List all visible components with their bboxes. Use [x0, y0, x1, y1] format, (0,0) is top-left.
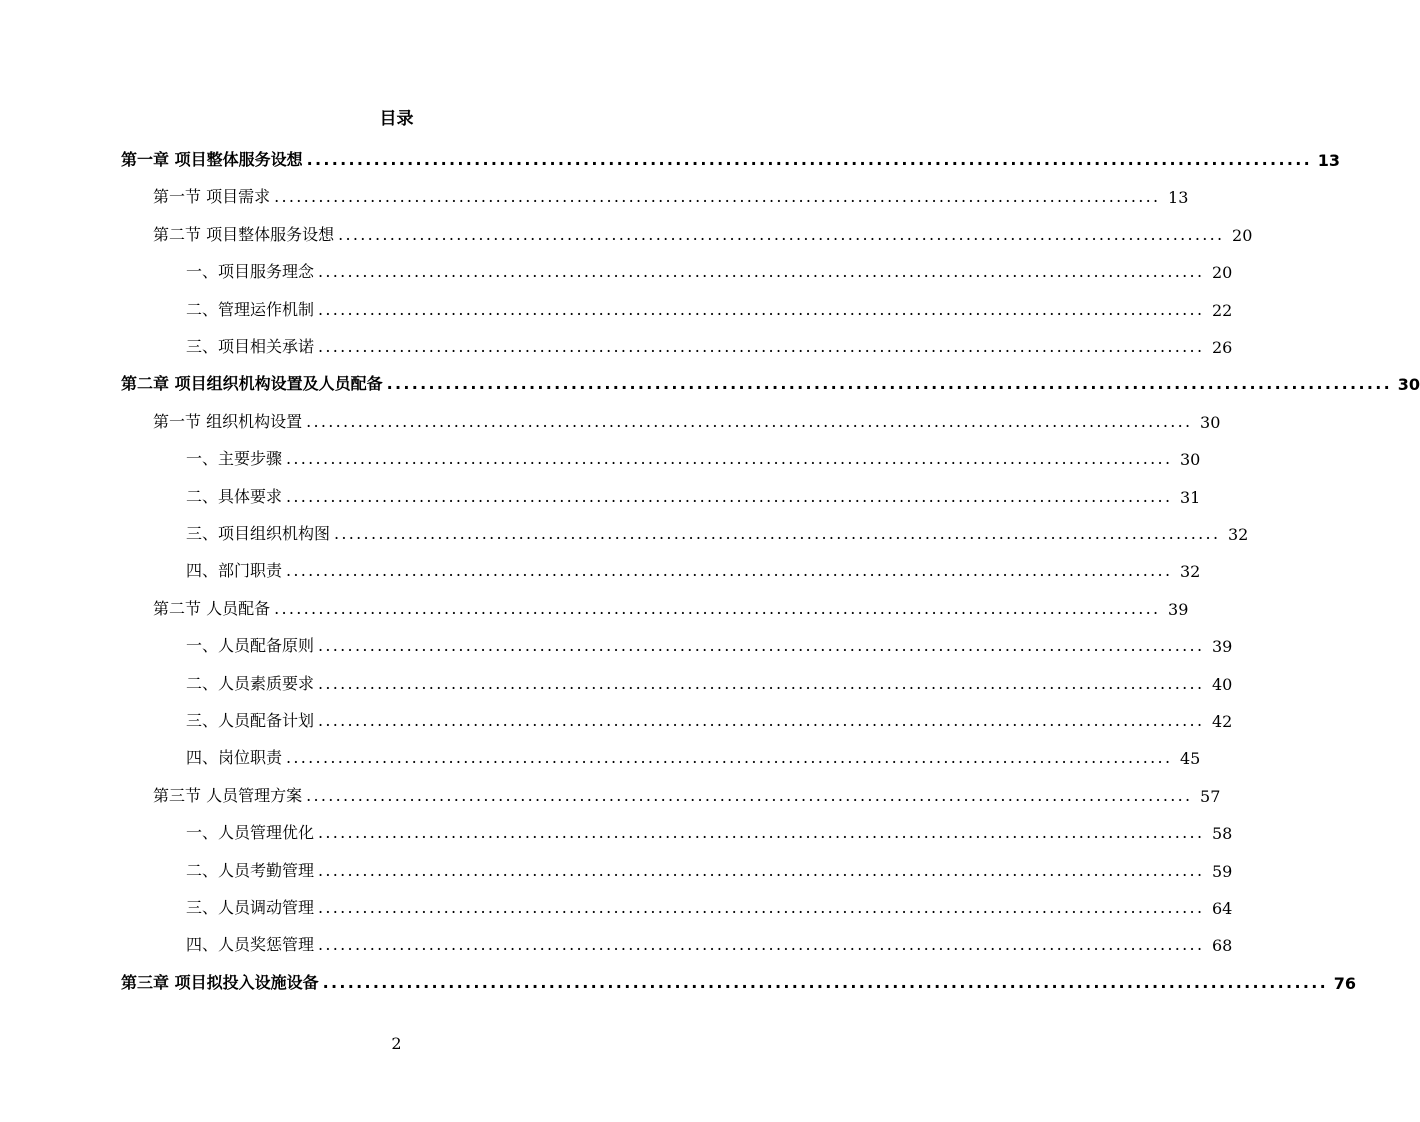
toc-entry-label: 第二节 项目整体服务设想: [153, 224, 335, 244]
toc-leader-dots: ........................................................................................................................: [318, 823, 1205, 843]
toc-section-entry[interactable]: [0, 181, 1189, 208]
toc-leader-dots: ........................................................................................................................: [334, 524, 1221, 543]
toc-leader-dots: ........................................................................................................................: [286, 748, 1173, 768]
toc-section-entry[interactable]: [0, 406, 1221, 432]
toc-subsection-entry[interactable]: [0, 929, 1233, 956]
toc-leader-dots: ........................................................................................................................: [306, 150, 1312, 169]
toc-leader-dots: ........................................................................................................................: [318, 636, 1205, 656]
toc-leader-dots: ........................................................................................................................: [318, 935, 1205, 955]
toc-entry-label: 一、项目服务理念: [186, 262, 315, 282]
toc-leader-dots: ........................................................................................................................: [318, 673, 1205, 693]
toc-entry-page: 42: [1211, 712, 1233, 731]
toc-leader-dots: ........................................................................................................................: [286, 486, 1173, 506]
toc-entry-label: 三、项目相关承诺: [186, 337, 315, 356]
toc-entry-page: 13: [1168, 188, 1189, 208]
toc-entry-page: 20: [1211, 263, 1233, 283]
toc-entry-label: 一、主要步骤: [186, 449, 283, 469]
toc-entry-page: 22: [1211, 300, 1233, 320]
toc-entry-label: 第二章 项目组织机构设置及人员配备: [121, 374, 383, 394]
toc-entry-label: 第一节 组织机构设置: [153, 411, 303, 431]
toc-leader-dots: ........................................................................................................................: [318, 898, 1205, 917]
toc-section-entry[interactable]: [0, 219, 1253, 245]
toc-leader-dots: ........................................................................................................................: [322, 972, 1328, 992]
toc-entry-page: 30: [1200, 412, 1221, 432]
toc-title: 目录: [379, 109, 414, 129]
toc-entry-label: 第一章 项目整体服务设想: [121, 150, 303, 169]
toc-subsection-entry[interactable]: [0, 668, 1233, 694]
toc-subsection-entry[interactable]: [0, 518, 1249, 544]
toc-entry-page: 30: [1397, 375, 1420, 395]
toc-entry-page: 45: [1179, 749, 1201, 769]
toc-entry-label: 四、人员奖惩管理: [186, 935, 315, 955]
toc-section-entry[interactable]: [0, 593, 1189, 619]
toc-subsection-entry[interactable]: [0, 294, 1233, 320]
toc-subsection-entry[interactable]: [0, 256, 1233, 283]
toc-subsection-entry[interactable]: [0, 481, 1201, 507]
toc-entry-label: 一、人员配备原则: [186, 636, 315, 656]
toc-leader-dots: ........................................................................................................................: [306, 785, 1193, 805]
toc-entry-page: 32: [1179, 562, 1201, 582]
toc-entry-page: 20: [1232, 225, 1253, 245]
toc-entry-label: 三、项目组织机构图: [186, 524, 331, 543]
toc-entry-page: 76: [1333, 973, 1356, 993]
toc-entry-page: 32: [1227, 525, 1249, 544]
toc-chapter-entry[interactable]: [0, 368, 1420, 395]
toc-entry-label: 三、人员配备计划: [186, 711, 315, 730]
toc-leader-dots: ........................................................................................................................: [286, 561, 1173, 581]
toc-leader-dots: ........................................................................................................................: [318, 337, 1205, 356]
toc-chapter-entry[interactable]: [0, 144, 1340, 170]
toc-leader-dots: ........................................................................................................................: [318, 711, 1205, 730]
toc-entry-page: 57: [1200, 786, 1221, 806]
toc-subsection-entry[interactable]: [0, 555, 1201, 582]
toc-leader-dots: ........................................................................................................................: [286, 449, 1173, 469]
toc-entry-label: 第二节 人员配备: [153, 598, 271, 618]
toc-subsection-entry[interactable]: [0, 331, 1233, 357]
toc-section-entry[interactable]: [0, 780, 1221, 806]
toc-entry-page: 40: [1211, 674, 1233, 694]
toc-entry-page: 64: [1211, 899, 1233, 918]
toc-subsection-entry[interactable]: [0, 705, 1233, 731]
toc-subsection-entry[interactable]: [0, 630, 1233, 657]
toc-leader-dots: ........................................................................................................................: [274, 598, 1161, 618]
toc-entry-page: 31: [1179, 487, 1201, 507]
toc-entry-label: 第三章 项目拟投入设施设备: [121, 972, 319, 992]
toc-entry-label: 二、具体要求: [186, 486, 283, 506]
toc-entry-label: 二、人员素质要求: [186, 673, 315, 693]
page-number: 2: [391, 1034, 402, 1053]
toc-subsection-entry[interactable]: [0, 817, 1233, 844]
toc-leader-dots: ........................................................................................................................: [386, 374, 1392, 394]
toc-leader-dots: ........................................................................................................................: [274, 187, 1161, 207]
toc-subsection-entry[interactable]: [0, 892, 1233, 918]
toc-leader-dots: ........................................................................................................................: [306, 411, 1193, 431]
toc-entry-label: 第三节 人员管理方案: [153, 785, 303, 805]
toc-entry-label: 第一节 项目需求: [153, 187, 271, 207]
toc-entry-page: 26: [1211, 338, 1233, 357]
toc-entry-label: 二、管理运作机制: [186, 299, 315, 319]
toc-leader-dots: ........................................................................................................................: [338, 224, 1225, 244]
toc-chapter-entry[interactable]: [0, 967, 1356, 993]
toc-subsection-entry[interactable]: [0, 855, 1233, 881]
toc-subsection-entry[interactable]: [0, 742, 1201, 769]
toc-entry-page: 58: [1211, 824, 1233, 844]
toc-entry-page: 39: [1168, 599, 1189, 619]
toc-entry-page: 13: [1317, 151, 1340, 170]
toc-entry-page: 30: [1179, 450, 1201, 470]
toc-subsection-entry[interactable]: [0, 443, 1201, 470]
toc-entry-page: 68: [1211, 936, 1233, 956]
toc-entry-label: 四、部门职责: [186, 561, 283, 581]
toc-leader-dots: ........................................................................................................................: [318, 299, 1205, 319]
toc-entry-label: 一、人员管理优化: [186, 823, 315, 843]
toc-entry-label: 四、岗位职责: [186, 748, 283, 768]
toc-entry-label: 三、人员调动管理: [186, 898, 315, 917]
toc-entry-page: 39: [1211, 637, 1233, 657]
toc-entry-page: 59: [1211, 861, 1233, 881]
toc-entry-label: 二、人员考勤管理: [186, 860, 315, 880]
toc-leader-dots: ........................................................................................................................: [318, 860, 1205, 880]
toc-leader-dots: ........................................................................................................................: [318, 262, 1205, 282]
